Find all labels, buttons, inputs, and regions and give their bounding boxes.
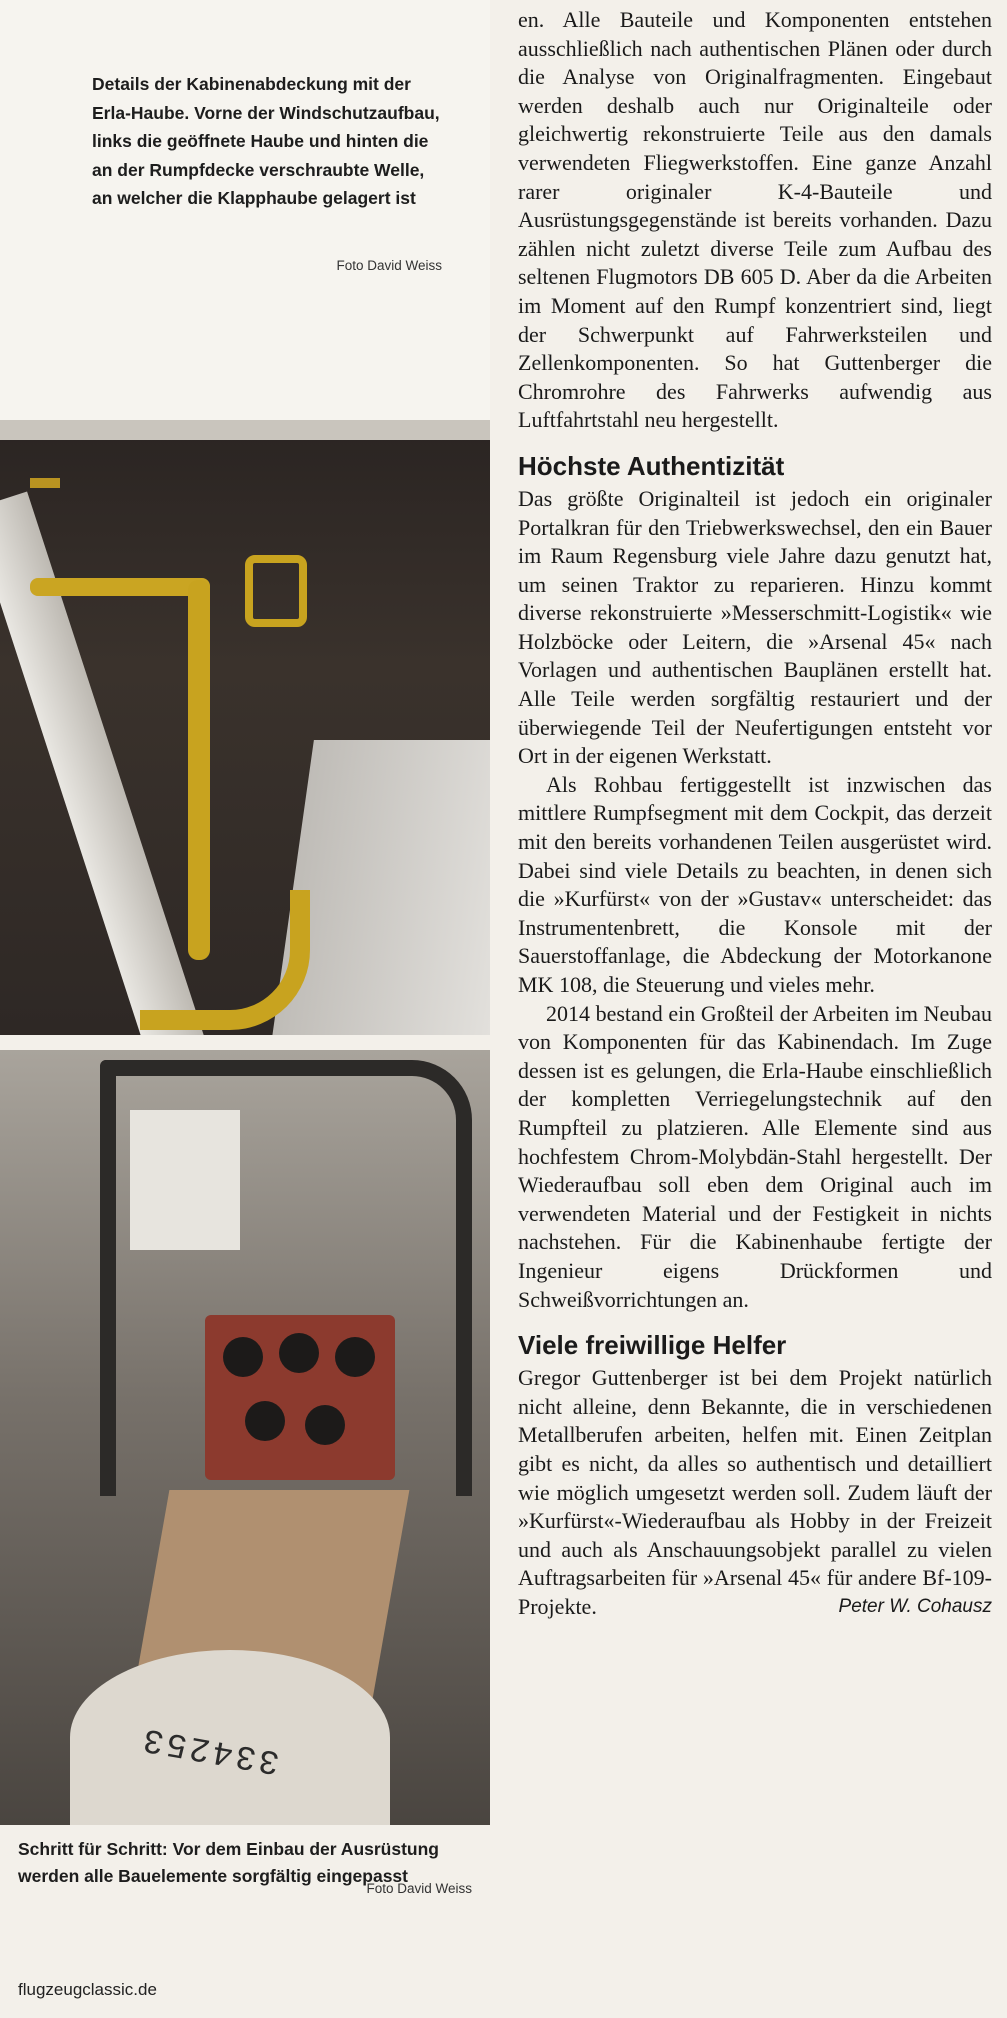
gauge bbox=[245, 1401, 285, 1441]
author-byline: Peter W. Cohausz bbox=[838, 1595, 992, 1617]
gauge bbox=[223, 1337, 263, 1377]
photo-caption-bottom: Schritt für Schritt: Vor dem Einbau der Ausrüstung werden alle Bauelemente sorgfältig eingepasst bbox=[18, 1839, 439, 1886]
article-paragraph bbox=[518, 1364, 992, 1621]
photo-canopy-detail bbox=[0, 420, 490, 1035]
article-paragraph: Das größte Originalteil ist jedoch ein originaler Portalkran für den Triebwerkswechsel, den ein Bauer im Raum Regensburg viele Jahre dazu genutzt hat, um seinen Traktor zu reparieren. Hinzu kommt diverse rekonstruierte »Messerschmitt-Logistik« wie Holzböcke oder Leitern, die »Arsenal 45« nach Vorlagen und authentischen Bauplänen erstellt hat. Alle Teile werden sorgfältig restauriert und der überwiegende Teil der Neufertigungen entsteht vor Ort in der eigenen Werkstatt. bbox=[518, 485, 992, 769]
article-column bbox=[518, 6, 992, 1621]
photo-credit-top: Foto David Weiss bbox=[336, 258, 442, 273]
gauge bbox=[335, 1337, 375, 1377]
article-paragraph: en. Alle Bauteile und Komponenten entstehen ausschließlich nach authentischen Plänen oder durch die Analyse von Originalfragmenten. Eingebaut werden deshalb auch nur Originalteile oder gleichwertig rekonstruierte Teile aus den damals verwendeten Fliegwerkstoffen. Eine ganze Anzahl rarer originaler K-4-Bauteile und Ausrüstungsgegenstände ist bereits vorhanden. Dazu zählen nicht zuletzt diverse Teile zum Aufbau des seltenen Flugmotors DB 605 D. Aber da die Arbeiten im Moment auf den Rumpf konzentriert sind, liegt der Schwerpunkt auf Fahrwerksteilen und Zellenkomponenten. So hat Guttenberger die Chromrohre des Fahrwerks aufwendig aus Luftfahrtstahl neu hergestellt. bbox=[518, 7, 992, 433]
left-column bbox=[0, 0, 490, 2018]
sack-stamp: 334253 bbox=[137, 1718, 283, 1780]
instrument-panel bbox=[205, 1315, 395, 1480]
article-paragraph: Als Rohbau fertiggestellt ist inzwischen das mittlere Rumpfsegment mit dem Cockpit, das derzeit mit den bereits vorhandenen Teilen ausgerüstet wird. Dabei sind viele Details zu beachten, in denen sich die »Kurfürst« von der »Gustav« unterscheidet: das Instrumentenbrett, die Konsole mit der Sauerstoffanlage, die Abdeckung der Motorkanone MK 108, die Steuerung und vieles mehr. bbox=[518, 771, 992, 997]
gauge bbox=[279, 1333, 319, 1373]
section-heading: Höchste Authentizität bbox=[518, 450, 785, 481]
top-caption-area bbox=[0, 0, 490, 420]
yellow-handle bbox=[245, 555, 307, 627]
footer-site: flugzeugclassic.de bbox=[18, 1980, 157, 1999]
gauge bbox=[305, 1405, 345, 1445]
fuselage-panel bbox=[266, 740, 490, 1035]
photo-caption-top: Details der Kabinenabdeckung mit der Erla-Haube. Vorne der Windschutzaufbau, links die geöffnete Haube und hinten die an der Rumpfdecke verschraubte Welle, an welcher die Klapphaube gelagert ist bbox=[92, 74, 440, 208]
article-paragraph: 2014 bestand ein Großteil der Arbeiten im Neubau von Komponenten für das Kabinendach. Im Zuge dessen ist es gelungen, die Erla-Haube einschließlich der kompletten Verriegelungstechnik auf den Rumpfteil zu platzieren. Alle Elemente sind aus hochfestem Chrom-Molybdän-Stahl hergestellt. Der Wiederaufbau soll eben dem Original auch im verwendeten Material und der Festigkeit in nichts nachstehen. Für die Kabinenhaube fertigte der Ingenieur eigens Drückformen und Schweißvorrichtungen an. bbox=[518, 1000, 992, 1312]
section-heading: Viele freiwillige Helfer bbox=[518, 1330, 787, 1361]
paragraph-text: Gregor Guttenberger ist bei dem Projekt natürlich nicht alleine, denn Bekannte, die in verschiedenen Metallberufen arbeiten, helfen mit. Einen Zeitplan gibt es nicht, da alles so authentisch und detailliert wie möglich umgesetzt werden soll. Zudem läuft der »Kurfürst«-Wiederaufbau als Hobby in der Freizeit und auch als Anschauungsobjekt parallel zu vielen Auftragsarbeiten für »Arsenal 45« für andere Bf-109-Projekte. bbox=[518, 1365, 992, 1619]
photo-cockpit bbox=[0, 1050, 490, 1825]
yellow-rod-horizontal bbox=[30, 578, 210, 596]
photo-credit-bottom: Foto David Weiss bbox=[366, 1881, 472, 1896]
